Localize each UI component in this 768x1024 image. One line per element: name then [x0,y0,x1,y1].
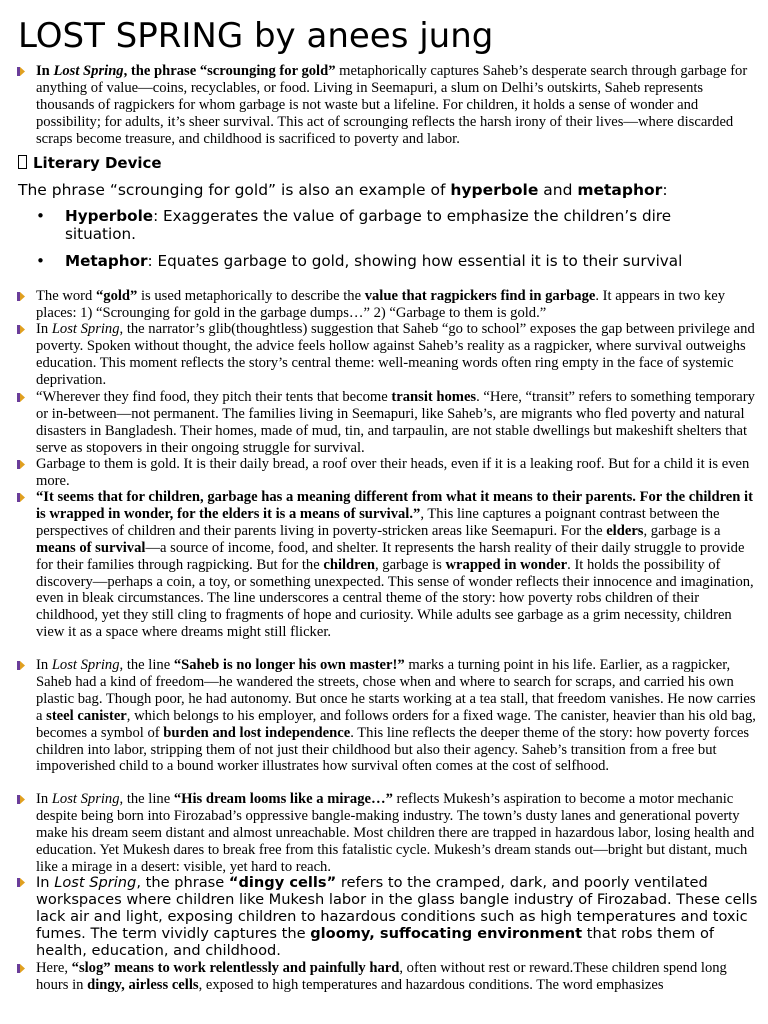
text-run: gloomy, suffocating environment [310,925,583,942]
page-title: LOST SPRING by anees jung [18,16,494,56]
text-run: Lost Spring [51,321,120,337]
text-run: burden and lost independence [163,724,351,741]
text-run: elders [606,522,644,539]
bullet-arrow-icon [16,291,25,302]
bullet-arrow-icon [16,963,25,974]
definition: : Equates garbage to gold, showing how essential it is to their survival [147,252,683,270]
text-run: In [36,657,52,673]
definition: : Exaggerates the value of garbage to emphasize the children’s dire situation. [65,207,672,243]
text-run: , the phrase [136,874,229,891]
text-run: . This line reflects the deeper theme of the story: how poverty forces children into labor, stripping them of not just their childhood but also their agency. Saheb’s transition from a free but impoverished child to a bound worker illustrates how survival often comes at the cost of selfhood. [36,724,750,775]
text-run: —a source of income, food, and shelter. It represents the harsh reality of their daily struggle to provide for their families through ragpicking. But for the [36,539,745,573]
text-run: The word [36,288,96,304]
bullet-arrow-icon [16,877,25,888]
text-run: . “Here, “transit” refers to something temporary or in-between—not permanent. The families living in Seemapuri, like Saheb’s, are migrants who fled poverty and natural disasters in Bangladesh. Their homes, made of mud, tin, and tarpaulin, are not stable dwellings but makeshift shelters that serve as stopovers in their ongoing struggle for survival. [36,389,755,456]
bullet-arrow-icon [16,66,25,77]
text-run: marks a turning point in his life. Earlier, as a ragpicker, Saheb had a kind of freedom—he wandered the streets, chose when and where to search for scraps, and carried his own plastic bag. Though poor, he had autonomy. But once he starts working at a tea stall, that freedom vanishes. He now carries a [36,657,756,724]
text-run: Lost Spring [54,874,137,891]
text-run: that robs them of health, education, and childhood. [36,925,715,959]
bullet-paragraph-dingy-cells [16,874,758,959]
text-run: In [36,791,52,807]
text-run: Here, [36,960,72,976]
text-run: “Wherever they find food, they pitch their tents that become [36,389,392,405]
term: Metaphor [65,252,148,270]
text-run: Lost Spring [53,63,124,79]
bullet-dot-icon: • [36,252,45,270]
bullet-paragraph-transit [16,389,758,457]
bullet-paragraph-mirage [16,791,758,876]
text-run: , garbage is [374,556,446,573]
text-run: Lost Spring [51,791,120,807]
bullet-paragraph-slog [16,960,758,994]
bullet-arrow-icon [16,794,25,805]
text-run: transit homes [391,389,477,405]
text-run: wrapped in wonder [445,556,568,573]
text-run: , the narrator’s glib(thoughtless) suggestion that Saheb “go to school” exposes the gap between privilege and poverty. Spoken without thought, the advice feels hollow against Saheb’s reality as a ragpicker, where survival outweighs education. This moment reflects the story’s central theme: well-meaning words often ring empty in the face of systemic deprivation. [36,321,755,388]
bullet-arrow-icon [16,392,25,403]
placeholder-glyph-icon [18,155,27,169]
text-run: , the line [119,791,174,807]
text-run: Lost Spring [51,657,120,673]
text-run: hyperbole [450,181,539,199]
text-run: , often without rest or reward.These children spend long hours in [36,960,727,993]
text-run: metaphorically captures Saheb’s desperate search through garbage for anything of value—coins, recyclables, or food. Living in Seemapuri, a slum on Delhi’s outskirts, Saheb represents thousands of ragpickers for whom garbage is not waste but a lifeline. For children, it holds a sense of wonder and possibility; for adults, it’s sheer survival. This act of scrounging reflects the harsh irony of their lives—where discarded scraps become treasure, and childhood is sacrificed to poverty and labor. [36,63,748,147]
text-run: “dingy cells” [228,874,337,891]
bullet-dot-icon: • [36,207,45,225]
text-run: , exposed to high temperatures and hazardous conditions. The word emphasizes [198,976,664,993]
text-run: and [538,181,578,199]
text-run: is used metaphorically to describe the [137,288,365,304]
bullet-arrow-icon [16,660,25,671]
bullet-arrow-icon [16,492,25,503]
text-run: value that ragpickers find in garbage [364,288,596,304]
text-run: “Saheb is no longer his own master!” [173,657,405,673]
text-run: , garbage is a [643,522,721,539]
text-run: . It holds the possibility of discovery—perhaps a coin, a toy, or something unexpected. This sense of wonder reflects their innocence and imagination, even in bleak circumstances. The line underscores a central theme of the story: how poverty robs children of their childhood, yet they still cling to fragments of hope and curiosity. While adults see garbage as a grim necessity, children view it as a space where dreams might still flicker. [36,556,754,641]
bullet-paragraph-wonder [16,489,758,641]
text-run: metaphor [577,181,663,199]
text-run: means of survival [36,539,146,556]
text-run: steel canister [46,707,127,724]
bullet-paragraph-school [16,321,758,389]
bullet-arrow-icon [16,324,25,335]
text-run: , which belongs to his employer, and follows orders for a fixed wage. The canister, heavier than his old bag, becomes a symbol of [36,707,756,741]
text-run: , This line captures a poignant contrast between the perspectives of children and their parents living in poverty-stricken areas like Seemapuri. For the [36,505,720,539]
text-run: , the line [119,657,174,673]
text-run: In [36,63,54,79]
literary-device-heading [18,154,162,172]
literary-device-intro [18,180,668,200]
text-run: . It appears in two key places: 1) “Scrounging for gold in the garbage dumps…” 2) “Garbage to them is gold.” [36,288,726,321]
text-run: “gold” [95,288,138,304]
bullet-arrow-icon [16,459,25,470]
heading-text: Literary Device [33,154,162,172]
bullet-paragraph-scrounging [16,63,758,148]
list-item-hyperbole [36,207,736,243]
text-run: The phrase “scrounging for gold” is also an example of [18,181,451,199]
text-run: , the phrase “scrounging for gold” [123,63,336,79]
bullet-paragraph-gold [16,288,758,322]
text-run: “It seems that for children, garbage has a meaning different from what it means to their parents. For the children it is wrapped in wonder, for the elders it is a means of survival.” [36,489,753,522]
list-item-metaphor [36,252,736,270]
text-run: dingy, airless cells [87,976,199,993]
text-run: children [323,556,375,573]
text-run: “slog” means to work relentlessly and painfully hard [71,960,400,976]
term: Hyperbole [65,207,154,225]
bullet-paragraph-master [16,657,758,775]
bullet-paragraph-garbage-gold [16,456,758,490]
text-run: “His dream looms like a mirage…” [173,791,393,807]
text-run: refers to the cramped, dark, and poorly ventilated workspaces where children like Mukesh labor in the glass bangle industry of Firozabad. These cells lack air and light, exposing children to hazardous conditions such as high temperatures and toxic fumes. The term vividly captures the [36,874,758,942]
text-run: reflects Mukesh’s aspiration to become a motor mechanic despite being born into Firozabad’s oppressive bangle-making industry. The town’s dusty lanes and generational poverty make his dream seem distant and almost unreachable. Most children there are trapped in hazardous labor, losing health and education. Yet Mukesh dares to break free from this fatalistic cycle. Mukesh’s dream stands out—bright but distant, much like a mirage in a desert: visible, yet hard to reach. [36,791,755,875]
text-run: In [36,874,55,891]
text-run: In [36,321,52,337]
text-run: Garbage to them is gold. It is their daily bread, a roof over their heads, even if it is a leaking roof. But for a child it is even more. [36,456,750,489]
text-run: : [662,181,668,199]
